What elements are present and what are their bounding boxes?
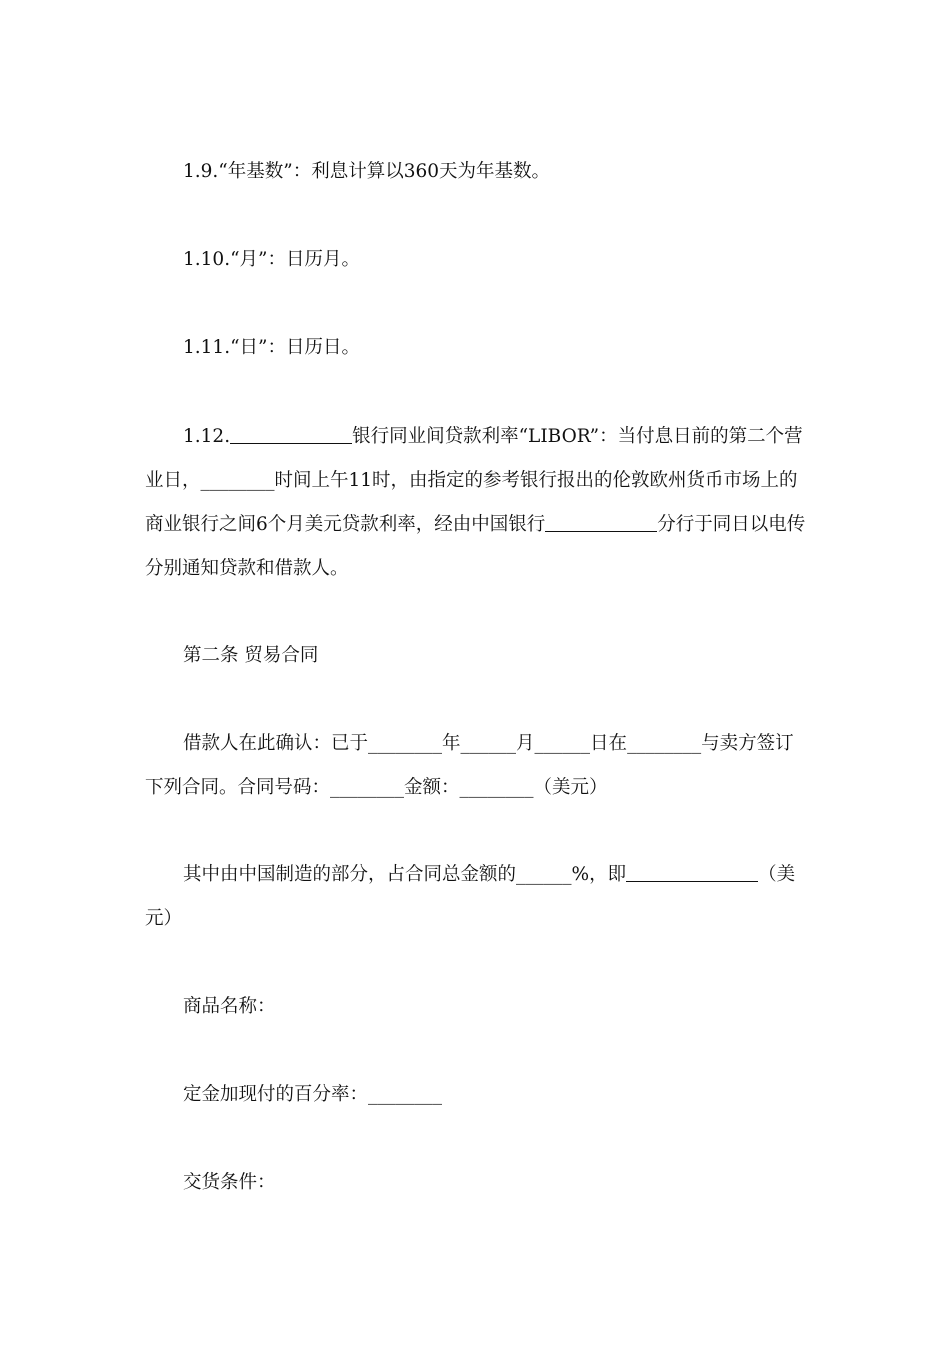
clause-1-12-text-1: 银行同业间贷款利率“LIBOR”：当付息日前的第二个营业日， xyxy=(145,426,803,491)
clause-1-12-number: 1.12. xyxy=(183,426,231,447)
place-blank: ________ xyxy=(627,733,702,754)
portion-amount-blank xyxy=(626,861,758,882)
trade-contract-confirmation xyxy=(145,722,810,810)
clause-1-10: 1.10.“月”：日历月。 xyxy=(183,249,360,270)
percent-blank: ______ xyxy=(516,864,572,885)
clause-1-9: 1.9.“年基数”：利息计算以360天为年基数。 xyxy=(183,161,551,182)
china-made-portion xyxy=(145,853,810,941)
deposit-percentage xyxy=(145,1073,810,1117)
portion-text: 其中由中国制造的部分，占合同总金额的 xyxy=(183,864,517,885)
month-blank: ______ xyxy=(460,733,517,754)
portion-currency-label: （美元） xyxy=(145,864,796,929)
confirm-text: 借款人在此确认：已于 xyxy=(183,733,369,754)
commodity-name: 商品名称： xyxy=(183,996,276,1017)
contract-number-blank: ________ xyxy=(330,777,405,798)
day-place-label: 日在 xyxy=(590,733,628,754)
clause-1-11: 1.11.“日”：日历日。 xyxy=(183,337,360,358)
deposit-label: 定金加现付的百分率： xyxy=(183,1084,369,1105)
delivery-terms: 交货条件： xyxy=(183,1172,276,1193)
amount-label: 金额： xyxy=(404,777,460,798)
clause-1-12 xyxy=(145,415,810,591)
year-label: 年 xyxy=(442,733,461,754)
branch-name-blank xyxy=(545,511,657,532)
contract-number-label: 与卖方签订下列合同。合同号码： xyxy=(145,733,794,798)
amount-blank: ________ xyxy=(459,777,534,798)
article-2-heading: 第二条 贸易合同 xyxy=(183,645,319,666)
month-label: 月 xyxy=(516,733,535,754)
percent-label: %，即 xyxy=(571,864,627,885)
clause-1-12-text-2: 时间上午11时，由指定的参考银行报出的伦敦欧州货币市场上的商业银行之间6个月美元贷款利率，经由中国银行 xyxy=(145,470,798,535)
clause-1-12-text-3: 分行于同日以电传分别通知贷款和借款人。 xyxy=(145,514,806,579)
year-blank: ________ xyxy=(368,733,443,754)
day-blank: ______ xyxy=(534,733,591,754)
time-zone-blank: ________ xyxy=(200,470,275,491)
bank-name-blank xyxy=(230,423,352,444)
currency-label: （美元） xyxy=(533,777,608,798)
deposit-blank: ________ xyxy=(368,1084,443,1105)
